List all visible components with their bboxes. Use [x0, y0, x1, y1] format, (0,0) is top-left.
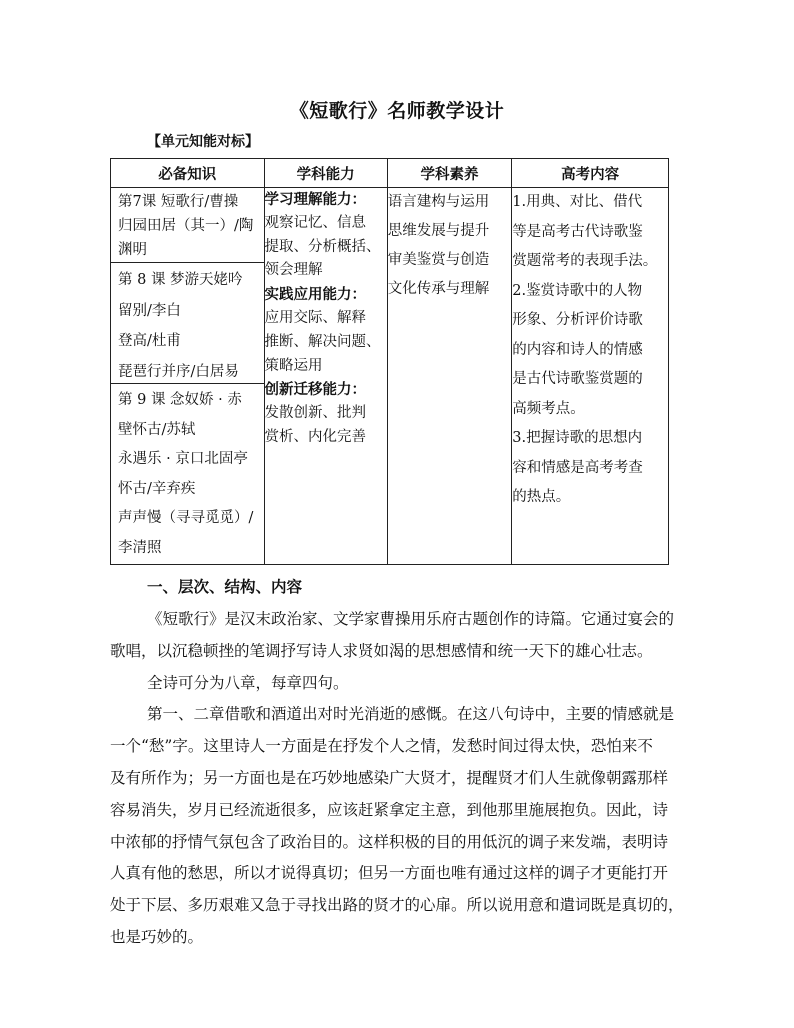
list-item: 归园田居（其一）/陶: [118, 218, 254, 234]
paragraph-1: [110, 604, 692, 668]
paragraph-line: 容易消失，岁月已经流逝很多，应该赶紧拿定主意，到他那里施展抱负。因此，诗: [110, 800, 669, 819]
table-row: [111, 188, 669, 565]
list-item: 第 8 课 梦游天姥吟: [118, 272, 243, 288]
page-title: 《短歌行》名师教学设计: [289, 100, 505, 122]
paragraph-line: 处于下层、多历艰难又急于寻找出路的贤才的心扉。所以说用意和遣词既是真切的，: [110, 896, 684, 915]
header-ability: 学科能力: [264, 159, 387, 188]
list-item: 怀古/辛弃疾: [118, 480, 196, 497]
paragraph-line: 及有所作为；另一方面也是在巧妙地感染广大贤才，提醒贤才们人生就像朝露那样: [110, 768, 669, 787]
ability-line: 策略运用: [264, 357, 323, 374]
ability-line: 推断、解决问题、: [264, 333, 381, 350]
exam-line: 等是高考古代诗歌鉴: [512, 223, 643, 240]
literacy-item: 思维发展与提升: [387, 223, 490, 239]
header-literacy: 学科素养: [387, 159, 511, 188]
list-item: 登高/杜甫: [118, 333, 181, 349]
list-item: 留别/李白: [118, 302, 181, 319]
lesson-7-block: [111, 188, 264, 262]
list-item: 渊明: [118, 242, 147, 258]
exam-line: 高频考点。: [512, 400, 585, 417]
paragraph-2: [110, 668, 692, 700]
paragraph-line: 也是巧妙的。: [110, 927, 204, 946]
lesson-9-block: [111, 383, 264, 564]
exam-cell: [512, 188, 669, 565]
section-heading: 一、层次、结构、内容: [147, 577, 303, 596]
ability-line: 观察记忆、信息: [264, 214, 367, 231]
unit-table: [110, 158, 669, 565]
ability-line: 发散创新、批判: [264, 405, 367, 422]
exam-line: 3.把握诗歌的思想内: [512, 430, 643, 446]
unit-heading: 【单元知能对标】: [147, 134, 259, 150]
list-item: 声声慢（寻寻觅觅）/: [118, 510, 254, 526]
table-header-row: [111, 159, 669, 188]
literacy-item: 语言建构与运用: [387, 194, 490, 210]
exam-line: 的热点。: [512, 489, 571, 505]
ability-line: 提取、分析概括、: [264, 238, 381, 255]
list-item: 第 9 课 念奴娇 · 赤: [118, 392, 242, 408]
paragraph-line: 《短歌行》是汉末政治家、文学家曹操用乐府古题创作的诗篇。它通过宴会的: [147, 610, 675, 628]
header-knowledge: 必备知识: [111, 159, 265, 188]
paragraph-line: 第一、二章借歌和酒道出对时光消逝的感慨。在这八句诗中，主要的情感就是: [147, 705, 675, 724]
list-item: 琵琶行并序/白居易: [118, 363, 239, 380]
ability-heading: 实践应用能力：: [264, 286, 367, 304]
literacy-item: 审美鉴赏与创造: [387, 252, 490, 268]
header-exam: 高考内容: [512, 159, 669, 188]
ability-heading: 学习理解能力：: [264, 191, 367, 208]
paragraph-line: 歌唱，以沉稳顿挫的笔调抒写诗人求贤如渴的思想感情和统一天下的雄心壮志。: [110, 641, 653, 660]
list-item: 永遇乐 · 京口北固亭: [118, 451, 248, 467]
exam-line: 赏题常考的表现手法。: [512, 253, 658, 269]
paragraph-line: 人真有他的愁思，所以才说得真切；但另一方面也唯有通过这样的调子才更能打开: [110, 864, 669, 883]
ability-heading: 创新迁移能力：: [264, 381, 367, 399]
lesson-8-block: [111, 262, 264, 383]
literacy-cell: [387, 188, 511, 565]
exam-line: 是古代诗歌鉴赏题的: [512, 371, 643, 387]
exam-line: 1.用典、对比、借代: [512, 194, 643, 210]
paragraph-line: 一个“愁”字。这里诗人一方面是在抒发个人之情，发愁时间过得太快，恐怕来不: [110, 737, 653, 756]
list-item: 第7课 短歌行/曹操: [118, 194, 239, 210]
exam-line: 2.鉴赏诗歌中的人物: [512, 282, 643, 299]
paragraph-line: 中浓郁的抒情气氛包含了政治目的。这样积极的目的用低沉的调子来发端，表明诗: [110, 832, 669, 851]
ability-line: 赏析、内化完善: [264, 428, 367, 445]
list-item: 李清照: [118, 539, 162, 556]
paragraph-3: [110, 699, 692, 953]
body-text: [110, 570, 692, 954]
exam-line: 的内容和诗人的情感: [512, 341, 643, 358]
ability-line: 应用交际、解释: [264, 309, 367, 326]
exam-line: 容和情感是高考考查: [512, 459, 643, 476]
knowledge-cell: [111, 188, 265, 565]
paragraph-line: 全诗可分为八章，每章四句。: [147, 673, 349, 692]
ability-cell: [264, 188, 387, 565]
exam-line: 形象、分析评价诗歌: [512, 312, 643, 328]
ability-line: 领会理解: [264, 262, 323, 279]
literacy-item: 文化传承与理解: [387, 281, 490, 297]
list-item: 壁怀古/苏轼: [118, 421, 196, 438]
